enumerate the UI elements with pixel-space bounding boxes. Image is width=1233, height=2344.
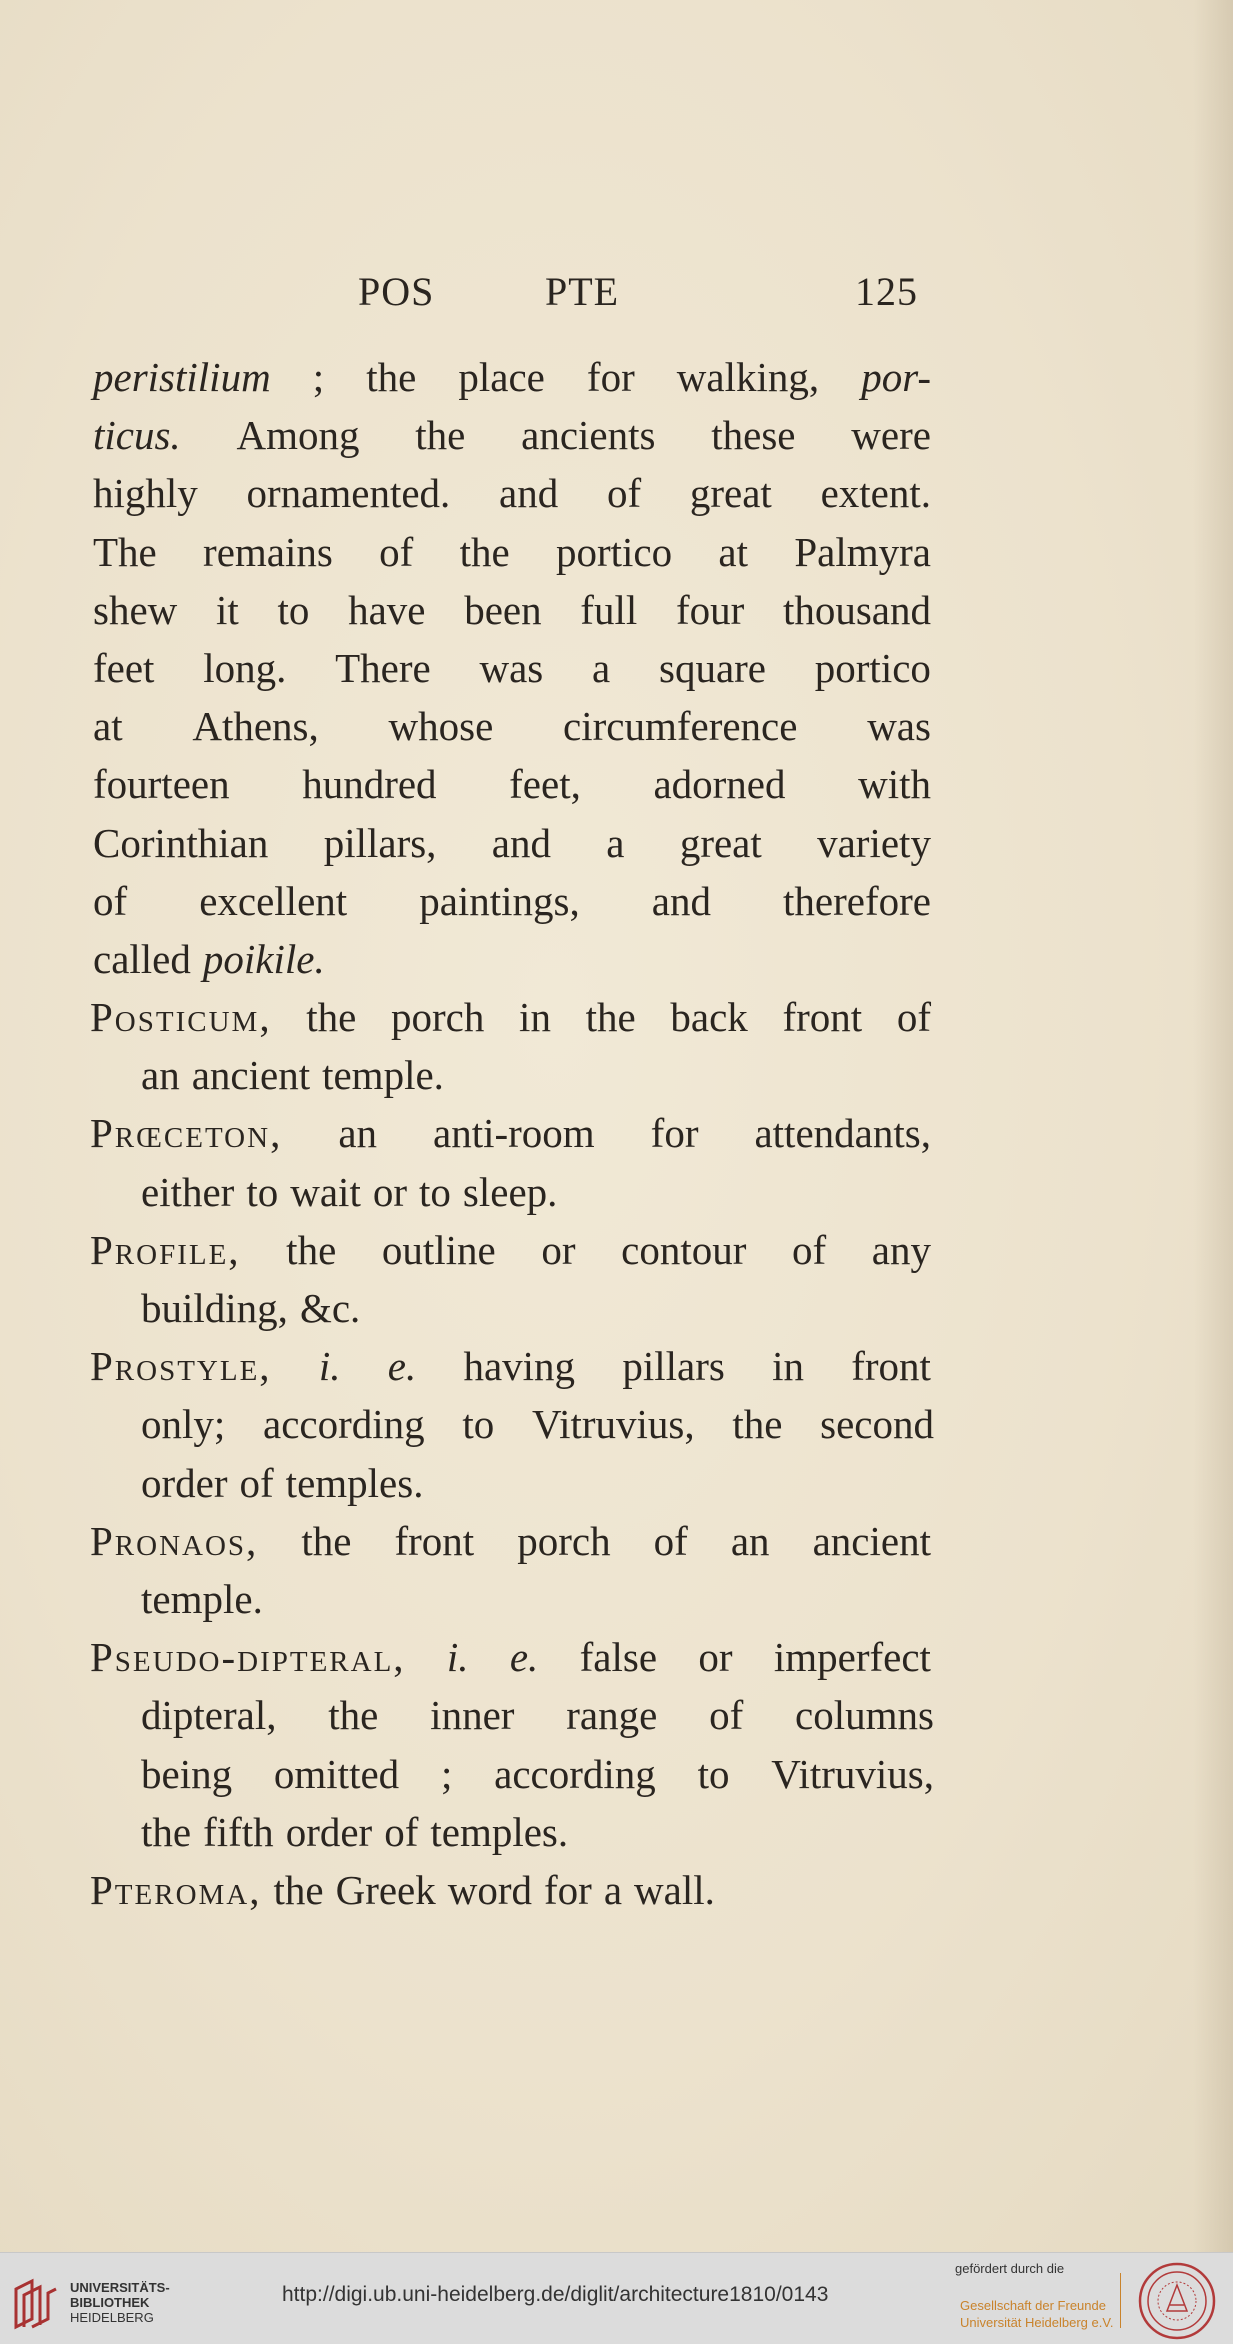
word: was	[867, 703, 931, 750]
word: back	[670, 994, 748, 1041]
word: wall.	[634, 1866, 715, 1913]
footer-bar	[0, 2252, 1233, 2344]
word: ticus.	[93, 412, 181, 459]
word: of	[606, 470, 642, 517]
word: in	[772, 1343, 804, 1390]
word: the	[273, 1866, 324, 1913]
word: an	[141, 1052, 180, 1099]
sponsor-label: gefördert durch die	[955, 2261, 1065, 2276]
word: highly	[93, 470, 198, 517]
entry-headword: Pteroma,	[90, 1866, 262, 1913]
text-line	[90, 1337, 931, 1395]
word: variety	[817, 819, 931, 866]
word: temple.	[141, 1575, 263, 1622]
word: e.	[509, 1634, 539, 1681]
ub-heidelberg-logo-icon	[12, 2275, 58, 2331]
word: por-	[861, 354, 931, 400]
word: porch	[391, 994, 485, 1041]
text-line	[93, 1686, 934, 1744]
text-line	[90, 1628, 931, 1686]
word: therefore	[783, 877, 931, 924]
word: the	[141, 1808, 192, 1855]
entry-headword: Pronaos,	[90, 1517, 259, 1564]
running-head	[358, 268, 918, 318]
word: peristilium	[93, 354, 271, 400]
text-line	[93, 348, 931, 406]
text-line	[93, 1745, 934, 1803]
library-name-line3: HEIDELBERG	[70, 2310, 154, 2325]
word: at	[93, 703, 123, 750]
text-line	[90, 1221, 931, 1279]
word: to	[419, 1168, 451, 1215]
word: hundred	[302, 761, 437, 808]
text-line	[93, 1395, 934, 1453]
word: to	[462, 1401, 495, 1448]
word: front	[394, 1517, 475, 1564]
word: porch	[517, 1517, 611, 1564]
word: the	[301, 1517, 352, 1564]
word: according	[494, 1750, 656, 1797]
word: an	[730, 1517, 770, 1564]
word: long.	[203, 644, 287, 691]
permalink-url[interactable]: http://digi.ub.uni-heidelberg.de/diglit/architecture1810/0143	[282, 2283, 829, 2306]
word: of	[239, 1459, 274, 1506]
word: the	[415, 412, 466, 459]
word: sleep.	[462, 1168, 558, 1215]
word: Corinthian	[93, 819, 269, 866]
word: columns	[795, 1692, 934, 1739]
word: great	[679, 819, 762, 866]
word: place	[458, 354, 545, 400]
word: called	[93, 935, 191, 982]
word: a	[606, 819, 625, 866]
word: contour	[621, 1226, 747, 1273]
page-number: 125	[855, 269, 918, 314]
word: adorned	[653, 761, 786, 808]
word: order	[141, 1459, 228, 1506]
word: have	[348, 586, 426, 633]
library-name-line1: UNIVERSITÄTS-	[70, 2280, 170, 2295]
word: four	[675, 586, 745, 633]
word: wait	[290, 1168, 361, 1215]
word: whose	[388, 703, 494, 750]
word: only;	[141, 1401, 226, 1448]
text-line	[93, 1803, 934, 1861]
word: The	[93, 528, 157, 575]
word: the	[286, 1226, 337, 1273]
word: was	[479, 644, 544, 691]
word: i.	[446, 1634, 469, 1681]
word: thousand	[782, 586, 931, 633]
word: order	[285, 1808, 373, 1855]
text-line	[90, 1861, 931, 1919]
entry-headword: Profile,	[90, 1226, 241, 1273]
word: imperfect	[773, 1634, 931, 1681]
word: outline	[381, 1226, 496, 1273]
word: ancients	[521, 412, 656, 459]
word: for	[544, 1866, 592, 1913]
entry-headword: Prostyle,	[90, 1343, 272, 1390]
word: temple.	[322, 1052, 444, 1099]
running-head-middle: PTE	[545, 269, 620, 314]
word: or	[372, 1168, 407, 1215]
text-line	[93, 406, 931, 464]
text-line	[90, 1104, 931, 1162]
word: any	[871, 1226, 931, 1273]
word: Vitruvius,	[771, 1750, 934, 1797]
text-line	[93, 1454, 934, 1512]
word: the	[585, 994, 636, 1041]
text-line	[93, 814, 931, 872]
library-name-line2: BIBLIOTHEK	[70, 2295, 150, 2310]
text-line	[93, 581, 931, 639]
word: ;	[312, 354, 325, 400]
word: Athens,	[192, 703, 319, 750]
word: second	[820, 1401, 934, 1448]
word: to	[277, 586, 310, 633]
text-line	[90, 1512, 931, 1570]
word: pillars,	[323, 819, 437, 866]
word: it	[215, 586, 239, 633]
word: dipteral,	[141, 1692, 277, 1739]
word: ;	[440, 1750, 453, 1797]
word: of	[93, 877, 128, 924]
word: a	[603, 1866, 623, 1913]
word: full	[580, 586, 638, 633]
word: fourteen	[93, 761, 230, 808]
university-seal-icon	[1137, 2261, 1217, 2341]
footer-divider	[1120, 2273, 1121, 2328]
word: a	[592, 644, 611, 691]
word: ornamented.	[246, 470, 451, 517]
word: portico	[555, 528, 673, 575]
word: ancient	[812, 1517, 931, 1564]
word: great	[689, 470, 772, 517]
word: paintings,	[419, 877, 580, 924]
word: of	[709, 1692, 744, 1739]
word: temples.	[285, 1459, 424, 1506]
text-line	[93, 872, 931, 930]
running-head-left: POS	[358, 269, 435, 314]
word: anti-room	[433, 1110, 595, 1157]
word: the	[459, 528, 510, 575]
library-name	[70, 2280, 170, 2325]
word: and	[499, 470, 559, 517]
word: the	[306, 994, 357, 1041]
word: either	[141, 1168, 235, 1215]
word: of	[896, 994, 931, 1041]
word: walking,	[676, 354, 820, 400]
text-line	[93, 639, 931, 697]
word: circumference	[563, 703, 798, 750]
word: the	[328, 1692, 379, 1739]
text-line	[93, 1046, 934, 1104]
word: remains	[203, 528, 333, 575]
word: for	[650, 1110, 699, 1157]
word: to	[246, 1168, 279, 1215]
page-fold-shadow	[1193, 0, 1233, 2252]
word: Vitruvius,	[531, 1401, 695, 1448]
word: these	[711, 412, 796, 459]
word: Among	[236, 412, 360, 459]
word: having	[463, 1343, 576, 1390]
word: front	[782, 994, 863, 1041]
word: to	[697, 1750, 730, 1797]
word: ancient	[191, 1052, 311, 1099]
word: e.	[387, 1343, 417, 1390]
word: of	[379, 528, 414, 575]
word: the	[366, 354, 417, 400]
word: Palmyra	[794, 528, 931, 575]
entry-headword: Pseudo-dipteral,	[90, 1634, 406, 1681]
word: shew	[93, 586, 178, 633]
word: word	[447, 1866, 533, 1913]
word: feet	[93, 644, 155, 691]
word: &c.	[299, 1285, 361, 1331]
word: range	[566, 1692, 658, 1739]
page-text	[90, 348, 934, 1919]
word: feet,	[509, 761, 581, 808]
word: i.	[318, 1343, 341, 1390]
word: square	[659, 644, 767, 691]
word: at	[718, 528, 749, 575]
text-line	[90, 988, 931, 1046]
word: fifth	[203, 1808, 274, 1855]
text-line	[93, 523, 931, 581]
sponsor-name	[960, 2297, 1113, 2331]
word: building,	[141, 1285, 288, 1331]
word: temples.	[430, 1808, 569, 1855]
word: and	[651, 877, 711, 924]
text-line	[93, 1279, 934, 1337]
word: of	[653, 1517, 688, 1564]
sponsor-name-line1: Gesellschaft der Freunde	[960, 2298, 1106, 2313]
word: and	[491, 819, 551, 866]
word: excellent	[199, 877, 348, 924]
word: an	[338, 1110, 378, 1157]
text-line	[93, 930, 931, 988]
word: were	[851, 412, 931, 459]
entry-headword: Prœceton,	[90, 1110, 283, 1157]
word: or	[541, 1226, 576, 1273]
word: inner	[430, 1692, 515, 1739]
text-line	[93, 464, 931, 522]
word: poikile.	[202, 935, 325, 982]
sponsor-name-line2: Universität Heidelberg e.V.	[960, 2315, 1114, 2330]
word: Greek	[335, 1866, 436, 1913]
word: pillars	[622, 1343, 725, 1390]
entry-headword: Posticum,	[90, 994, 272, 1041]
word: of	[384, 1808, 419, 1855]
word: or	[698, 1634, 733, 1681]
word: being	[141, 1750, 233, 1797]
text-line	[93, 697, 931, 755]
word: false	[579, 1634, 658, 1681]
word: omitted	[273, 1750, 400, 1797]
word: with	[858, 761, 931, 808]
word: the	[732, 1401, 783, 1448]
text-line	[93, 755, 931, 813]
word: according	[263, 1401, 425, 1448]
word: extent.	[820, 470, 931, 517]
word: front	[851, 1343, 931, 1390]
word: attendants,	[754, 1110, 931, 1157]
word: There	[335, 644, 431, 691]
word: of	[791, 1226, 827, 1273]
text-line	[93, 1163, 934, 1221]
word: in	[519, 994, 551, 1041]
word: portico	[814, 644, 931, 691]
text-line	[93, 1570, 934, 1628]
word: been	[464, 586, 542, 633]
word: for	[586, 354, 635, 400]
